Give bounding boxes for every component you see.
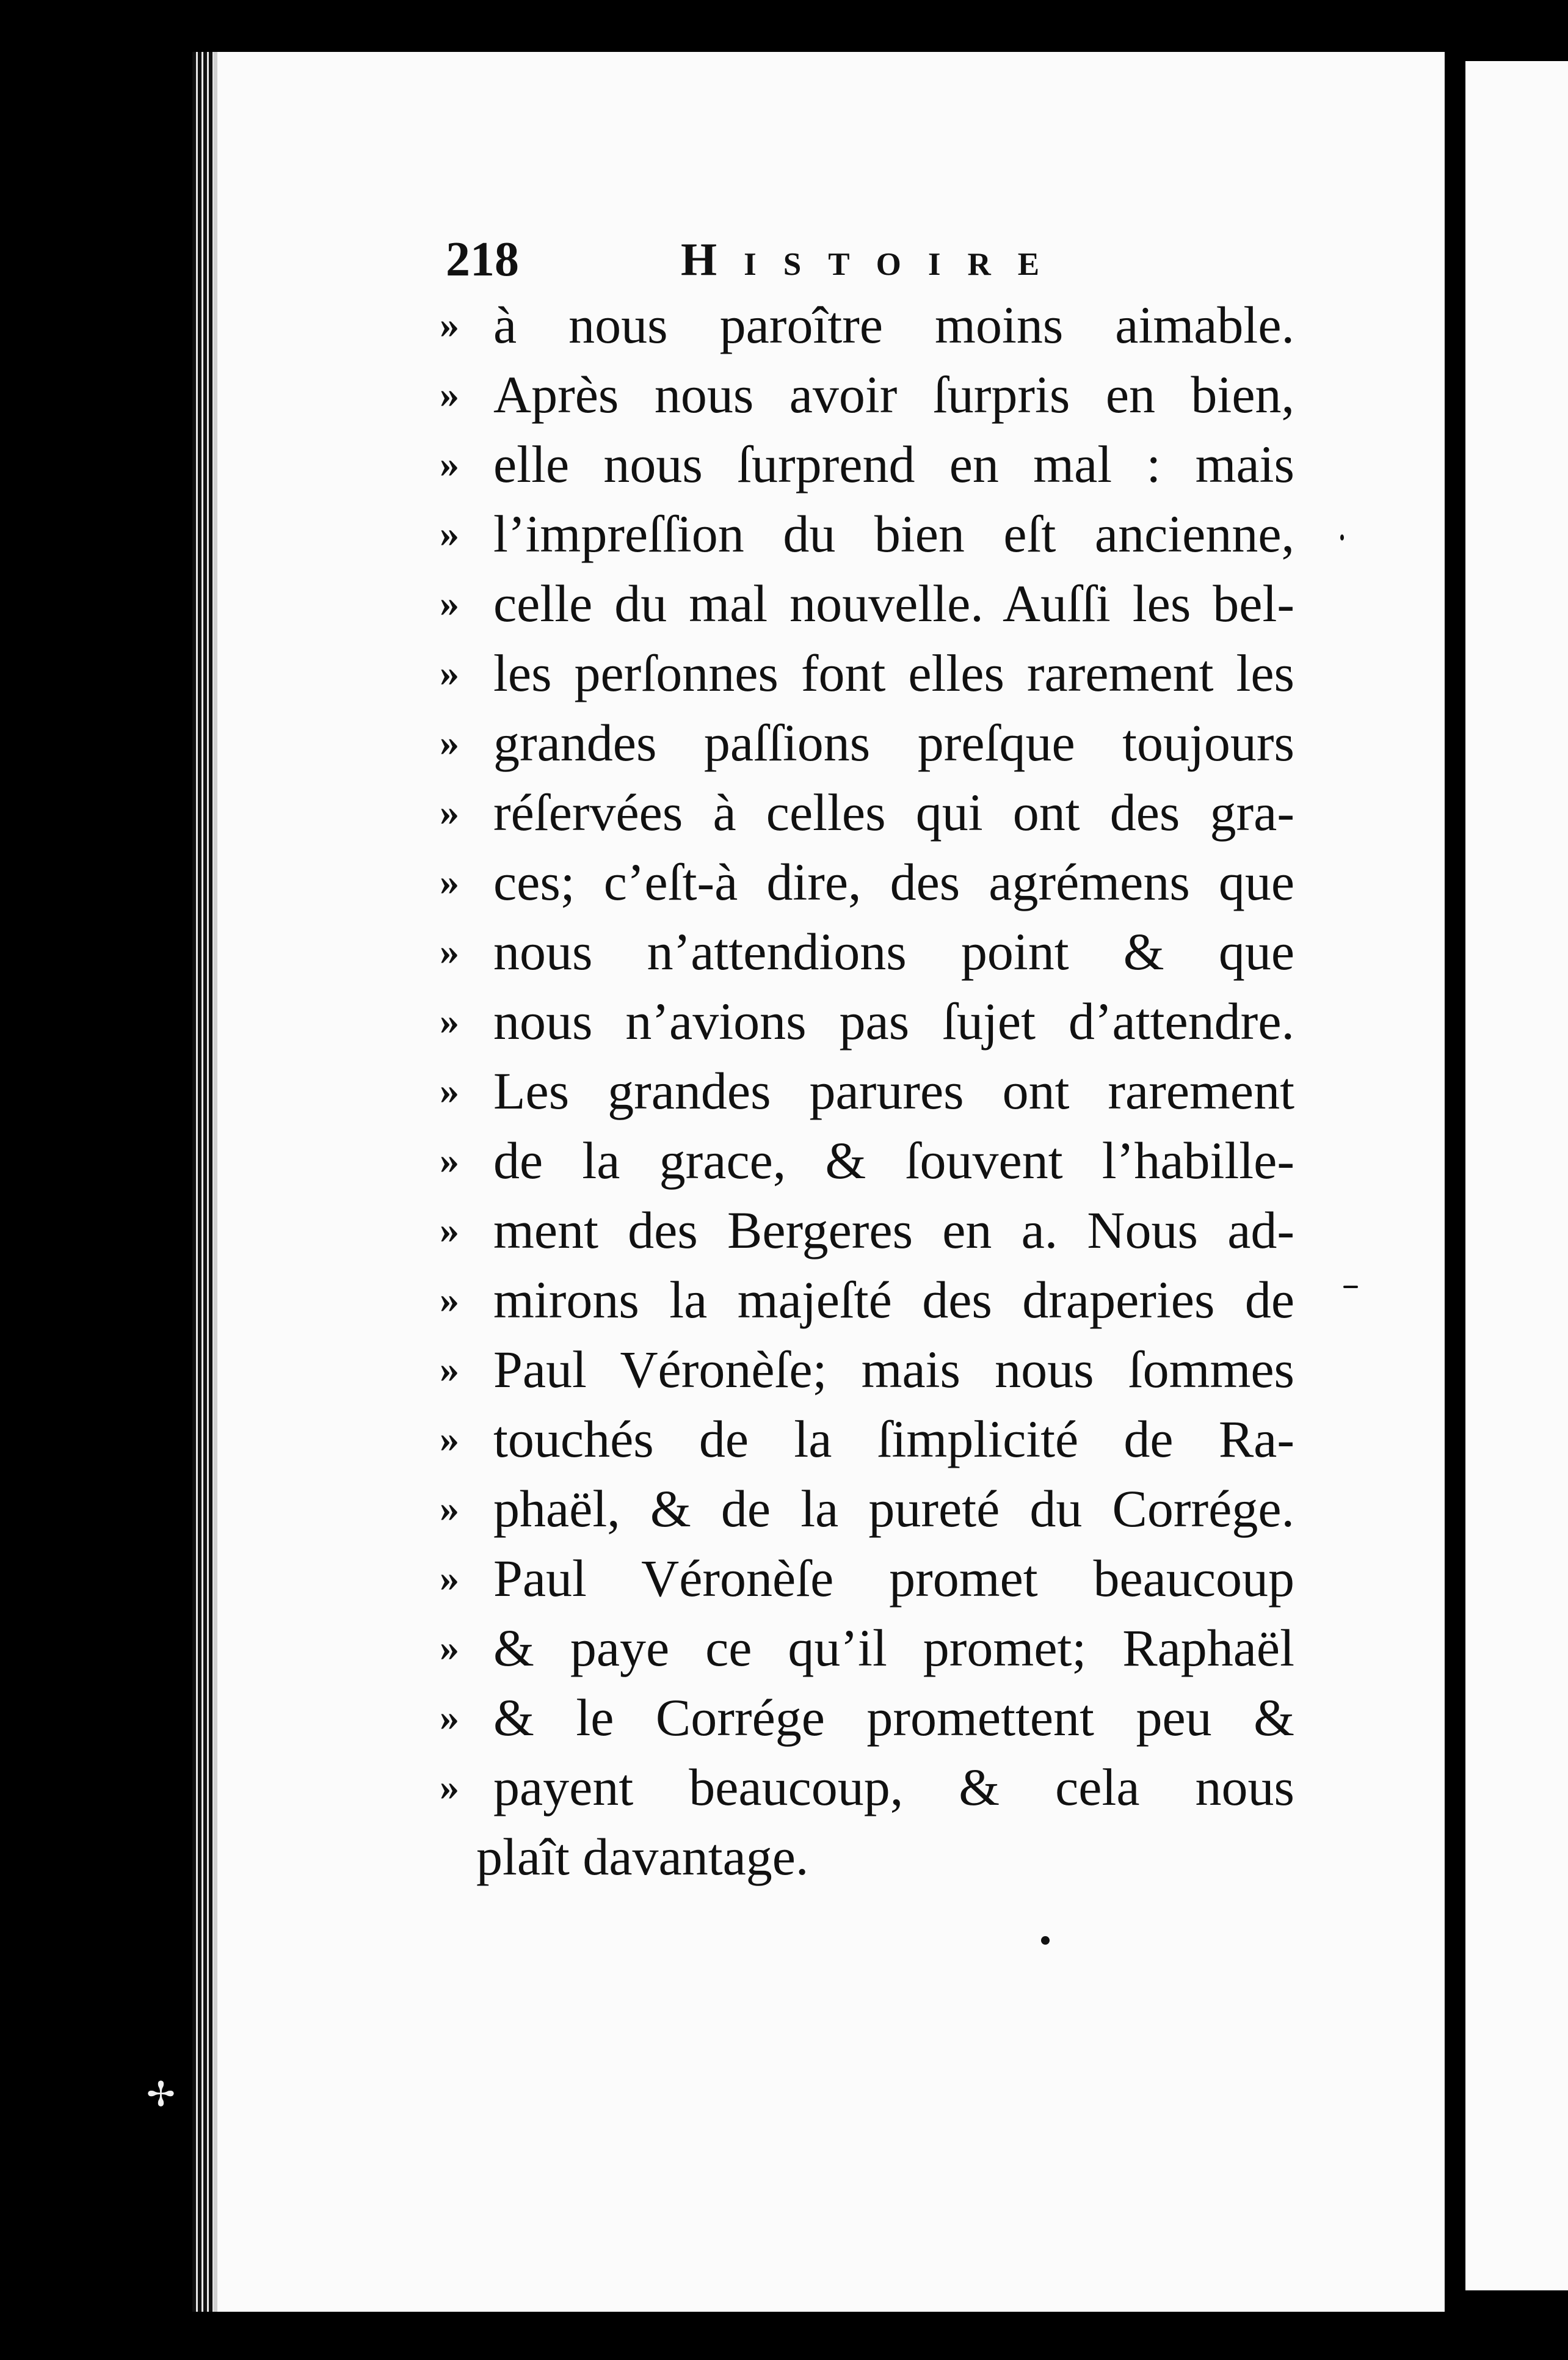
quote-mark: » (440, 930, 459, 973)
line-text: Paul Véronèſe promet beaucoup (493, 1549, 1294, 1608)
line-text: & le Corrége promettent peu & (493, 1688, 1294, 1747)
line-text: payent beaucoup, & cela nous (493, 1758, 1294, 1816)
quote-mark: » (440, 1765, 459, 1808)
line-text: grandes paſſions preſque toujours (493, 713, 1294, 772)
text-line (440, 1613, 1294, 1683)
text-line (440, 360, 1294, 429)
quote-mark: » (440, 1695, 459, 1739)
text-line (440, 1265, 1294, 1335)
line-text: l’impreſſion du bien eſt ancienne, (493, 504, 1294, 563)
line-text: touchés de la ſimplicité de Ra- (493, 1410, 1294, 1468)
quote-mark: » (440, 1626, 459, 1669)
text-line (440, 1752, 1294, 1822)
quote-mark: » (440, 651, 459, 694)
quote-mark: » (440, 1556, 459, 1600)
text-line (440, 847, 1294, 917)
quote-mark: » (440, 581, 459, 625)
line-text: nous n’avions pas ſujet d’attendre. (493, 992, 1294, 1051)
ink-speck (1340, 534, 1344, 541)
quote-mark: » (440, 790, 459, 834)
running-head (446, 226, 1301, 293)
quote-mark: » (440, 1208, 459, 1251)
text-line (440, 638, 1294, 708)
text-line (440, 708, 1294, 778)
text-line (440, 1474, 1294, 1543)
ink-speck (1343, 1286, 1358, 1288)
quote-mark: » (440, 860, 459, 903)
text-line (440, 1404, 1294, 1474)
line-text: & paye ce qu’il promet; Raphaël (493, 1619, 1294, 1677)
line-text: réſervées à celles qui ont des gra- (493, 783, 1294, 842)
text-line (440, 1822, 1294, 1892)
text-line (440, 429, 1294, 499)
text-line (440, 290, 1294, 360)
text-line (440, 986, 1294, 1056)
quote-mark: » (440, 1487, 459, 1530)
right-page-edge (1465, 61, 1568, 2290)
line-text: Paul Véronèſe; mais nous ſommes (493, 1340, 1294, 1399)
line-text: mirons la majeſté des draperies de (493, 1270, 1294, 1329)
quote-mark: » (440, 512, 459, 555)
quote-mark: » (440, 373, 459, 416)
text-line (440, 499, 1294, 569)
text-line (440, 1056, 1294, 1126)
body-text (440, 290, 1294, 1892)
quote-mark: » (440, 721, 459, 764)
line-text: phaël, & de la pureté du Corrége. (493, 1479, 1294, 1538)
text-line (440, 778, 1294, 847)
page-number: 218 (446, 233, 519, 286)
line-text: nous n’attendions point & que (493, 922, 1294, 981)
running-title: Histoire (681, 234, 1067, 285)
quote-mark: » (440, 1347, 459, 1391)
text-line (440, 569, 1294, 638)
line-text: ment des Bergeres en a. Nous ad- (493, 1201, 1294, 1259)
text-line (440, 917, 1294, 986)
text-line (440, 1126, 1294, 1195)
line-text: ces; c’eſt-à dire, des agrémens que (493, 853, 1294, 911)
quote-mark: » (440, 1278, 459, 1321)
line-text: les perſonnes font elles rarement les (493, 644, 1294, 702)
quote-mark: » (440, 1069, 459, 1112)
line-text: celle du mal nouvelle. Auſſi les bel- (493, 574, 1294, 633)
quote-mark: » (440, 442, 459, 486)
ink-speck (1041, 1936, 1050, 1945)
edge-smudge-icon: ✢ (147, 2075, 175, 2114)
line-text: à nous paroître moins aimable. (493, 296, 1294, 354)
text-line (440, 1335, 1294, 1404)
text-line (440, 1683, 1294, 1752)
text-line (440, 1543, 1294, 1613)
line-text: elle nous ſurprend en mal : mais (493, 435, 1294, 493)
line-text: Les grandes parures ont rarement (493, 1062, 1294, 1120)
quote-mark: » (440, 303, 459, 346)
line-text: Après nous avoir ſurpris en bien, (493, 365, 1294, 424)
quote-mark: » (440, 1138, 459, 1182)
line-text: plaît davantage. (476, 1827, 809, 1886)
quote-mark: » (440, 1417, 459, 1460)
text-line (440, 1195, 1294, 1265)
quote-mark: » (440, 999, 459, 1043)
line-text: de la grace, & ſouvent l’habille- (493, 1131, 1294, 1190)
